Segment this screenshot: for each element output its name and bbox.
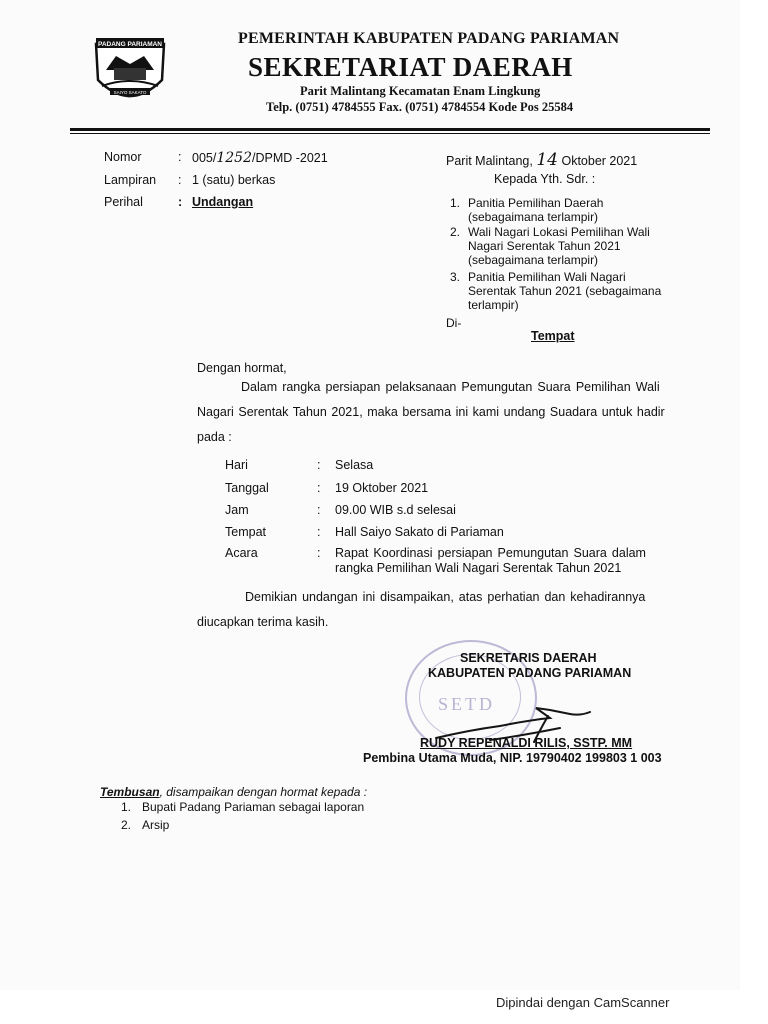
perihal-label: Perihal bbox=[104, 195, 143, 209]
detail-value: Selasa bbox=[335, 458, 374, 472]
lampiran-value: 1 (satu) berkas bbox=[192, 173, 276, 187]
recipient-line: Panitia Pemilihan Daerah bbox=[468, 196, 604, 210]
nomor-suffix: /DPMD -2021 bbox=[251, 151, 328, 165]
signatory-rank-nip: Pembina Utama Muda, NIP. 19790402 199803 1 003 bbox=[363, 751, 662, 765]
detail-value-continued: rangka Pemilihan Wali Nagari Serentak Tahun 2021 bbox=[335, 561, 622, 575]
recipient-line: (sebagaimana terlampir) bbox=[468, 253, 599, 267]
recipient-num: 3. bbox=[450, 270, 461, 284]
paragraph-line: Nagari Serentak Tahun 2021, maka bersama ini kami undang Suadara untuk hadir bbox=[197, 405, 665, 419]
recipient-line: terlampir) bbox=[468, 298, 519, 312]
emblem-banner-text: PADANG PARIAMAN bbox=[97, 41, 163, 48]
di-label: Di- bbox=[446, 316, 462, 330]
nomor-colon: : bbox=[178, 150, 182, 164]
detail-value: 19 Oktober 2021 bbox=[335, 481, 429, 495]
perihal-value: Undangan bbox=[192, 195, 254, 209]
date-place: Parit Malintang, bbox=[446, 154, 533, 168]
detail-colon: : bbox=[317, 481, 321, 495]
detail-value: Rapat Koordinasi persiapan Pemungutan Suara dalam bbox=[335, 546, 646, 560]
letter-date bbox=[446, 150, 637, 170]
nomor-prefix: 005/ bbox=[192, 151, 217, 165]
signatory-title: SEKRETARIS DAERAH bbox=[460, 651, 597, 665]
tembusan-label: Tembusan bbox=[100, 785, 160, 799]
letterhead-rule-thick bbox=[70, 128, 710, 131]
detail-colon: : bbox=[317, 503, 321, 517]
recipient-line: Wali Nagari Lokasi Pemilihan Wali bbox=[468, 225, 650, 239]
tempat-label: Tempat bbox=[531, 329, 575, 343]
recipient-num: 1. bbox=[450, 196, 461, 210]
detail-label: Tanggal bbox=[225, 481, 269, 495]
detail-colon: : bbox=[317, 546, 321, 560]
scanner-watermark: Dipindai dengan CamScanner bbox=[496, 995, 670, 1010]
stamp-text: SETD bbox=[438, 694, 495, 714]
recipient-num: 2. bbox=[450, 225, 461, 239]
office-address: Parit Malintang Kecamatan Enam Lingkung bbox=[300, 84, 541, 98]
paragraph-line: Dalam rangka persiapan pelaksanaan Pemungutan Suara Pemilihan Wali bbox=[241, 380, 660, 394]
perihal-colon: : bbox=[178, 195, 183, 209]
tembusan-heading bbox=[100, 785, 367, 799]
detail-label: Tempat bbox=[225, 525, 266, 539]
recipient-line: Nagari Serentak Tahun 2021 bbox=[468, 239, 621, 253]
letterhead-rule-thin bbox=[70, 133, 710, 134]
government-name: PEMERINTAH KABUPATEN PADANG PARIAMAN bbox=[238, 30, 620, 47]
detail-label: Jam bbox=[225, 503, 249, 517]
nomor-label: Nomor bbox=[104, 150, 142, 164]
detail-value: Hall Saiyo Sakato di Pariaman bbox=[335, 525, 504, 539]
detail-label: Hari bbox=[225, 458, 248, 472]
emblem-motto-text: SAIYO SAKATO bbox=[113, 90, 147, 95]
recipient-line: (sebagaimana terlampir) bbox=[468, 210, 599, 224]
date-month-year: Oktober 2021 bbox=[561, 154, 638, 168]
detail-value: 09.00 WIB s.d selesai bbox=[335, 503, 456, 517]
tembusan-item: Arsip bbox=[142, 818, 170, 832]
tembusan-label-rest: , disampaikan dengan hormat kepada : bbox=[159, 785, 368, 799]
detail-label: Acara bbox=[225, 546, 258, 560]
closing-line: diucapkan terima kasih. bbox=[197, 615, 329, 629]
lampiran-colon: : bbox=[178, 173, 182, 187]
tembusan-item: Bupati Padang Pariaman sebagai laporan bbox=[142, 800, 365, 814]
date-day-handwritten: 14 bbox=[536, 150, 558, 170]
recipient-line: Panitia Pemilihan Wali Nagari bbox=[468, 270, 626, 284]
office-contact: Telp. (0751) 4784555 Fax. (0751) 4784554 Kode Pos 25584 bbox=[266, 100, 574, 114]
tembusan-num: 1. bbox=[121, 800, 132, 814]
paragraph-line: pada : bbox=[197, 430, 232, 444]
detail-colon: : bbox=[317, 525, 321, 539]
detail-colon: : bbox=[317, 458, 321, 472]
regency-emblem-icon bbox=[92, 36, 168, 110]
signatory-office: KABUPATEN PADANG PARIAMAN bbox=[428, 666, 632, 680]
recipients-heading: Kepada Yth. Sdr. : bbox=[494, 172, 596, 186]
office-name: SEKRETARIAT DAERAH bbox=[248, 52, 573, 82]
salutation: Dengan hormat, bbox=[197, 361, 287, 375]
lampiran-label: Lampiran bbox=[104, 173, 157, 187]
tembusan-num: 2. bbox=[121, 818, 132, 832]
nomor-handwritten: 1252 bbox=[216, 150, 252, 166]
closing-line: Demikian undangan ini disampaikan, atas perhatian dan kehadirannya bbox=[245, 590, 646, 604]
nomor-value bbox=[192, 150, 328, 166]
recipient-line: Serentak Tahun 2021 (sebagaimana bbox=[468, 284, 662, 298]
signatory-name: RUDY REPENALDI RILIS, SSTP. MM bbox=[420, 736, 633, 750]
